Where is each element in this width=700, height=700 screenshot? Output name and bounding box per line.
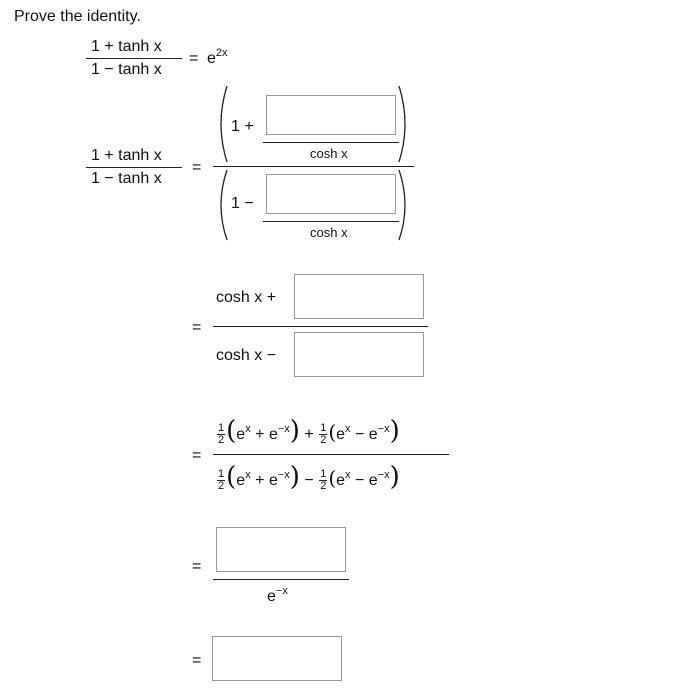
- step3-den-rparen-2: ): [389, 462, 400, 492]
- step3-den-lparen-2: (: [328, 466, 337, 490]
- step3-den-rparen-1: ): [289, 462, 300, 492]
- identity-equals: =: [189, 50, 199, 67]
- step3-num-rparen-1: ): [289, 416, 300, 446]
- answer-box-2[interactable]: [266, 174, 396, 214]
- step3-num-lparen-1: (: [226, 416, 237, 446]
- step3-num-half-1: $\frac{1}{2}$: [218, 422, 225, 447]
- step3-num-lparen-2: (: [328, 420, 337, 444]
- step1-lhs-fraction-bar: [86, 167, 182, 168]
- step2-numerator-lead: cosh x +: [216, 289, 277, 306]
- identity-rhs-exponent: 2x: [215, 47, 228, 59]
- step3-denominator: $\frac{1}{2}$ $(e^x + e^{-x})$ − $\frac{1}{2}$ $(e^x - e^{-x})$: [218, 462, 400, 493]
- step3-numerator: $\frac{1}{2}$ $(e^x + e^{-x})$ + $\frac{1}{2}$ $(e^x - e^{-x})$: [218, 416, 400, 447]
- step1-top-lead: 1 +: [231, 118, 254, 135]
- step3-equals: =: [192, 447, 202, 464]
- instruction-text: Prove the identity.: [14, 8, 141, 25]
- answer-box-3[interactable]: [294, 274, 424, 319]
- answer-box-4[interactable]: [294, 332, 424, 377]
- step1-bottom-inner-bar: [263, 221, 399, 222]
- answer-box-5[interactable]: [216, 527, 346, 572]
- step3-den-half-1: $\frac{1}{2}$: [218, 468, 225, 493]
- step3-num-rparen-2: ): [389, 416, 400, 446]
- step3-den-lparen-1: (: [226, 462, 237, 492]
- identity-rhs: [207, 47, 228, 69]
- step1-lhs-numerator: 1 + tanh x: [91, 147, 162, 164]
- step2-denominator-lead: cosh x −: [216, 347, 277, 364]
- step4-equals: =: [192, 558, 202, 575]
- step3-fraction-bar: [213, 454, 449, 455]
- identity-numerator: 1 + tanh x: [91, 38, 162, 55]
- step4-fraction-bar: [213, 579, 349, 580]
- answer-box-1[interactable]: [266, 95, 396, 135]
- step1-lhs-denominator: 1 − tanh x: [91, 170, 162, 187]
- step2-fraction-bar: [213, 326, 428, 327]
- step3-num-half-2: $\frac{1}{2}$: [320, 422, 327, 447]
- identity-denominator: 1 − tanh x: [91, 61, 162, 78]
- step1-equals: =: [192, 159, 202, 176]
- step5-equals: =: [192, 652, 202, 669]
- step3-den-half-2: $\frac{1}{2}$: [320, 468, 327, 493]
- identity-fraction-bar: [86, 58, 182, 59]
- identity-rhs-base: e: [207, 50, 216, 67]
- step1-bottom-lead: 1 −: [231, 195, 254, 212]
- step1-top-inner-bar: [263, 142, 399, 143]
- step4-denominator: $e^{-x}$: [267, 585, 288, 605]
- step1-top-denominator: cosh x: [310, 146, 348, 161]
- step1-bottom-denominator: cosh x: [310, 225, 348, 240]
- answer-box-6[interactable]: [212, 636, 342, 681]
- step2-equals: =: [192, 319, 202, 336]
